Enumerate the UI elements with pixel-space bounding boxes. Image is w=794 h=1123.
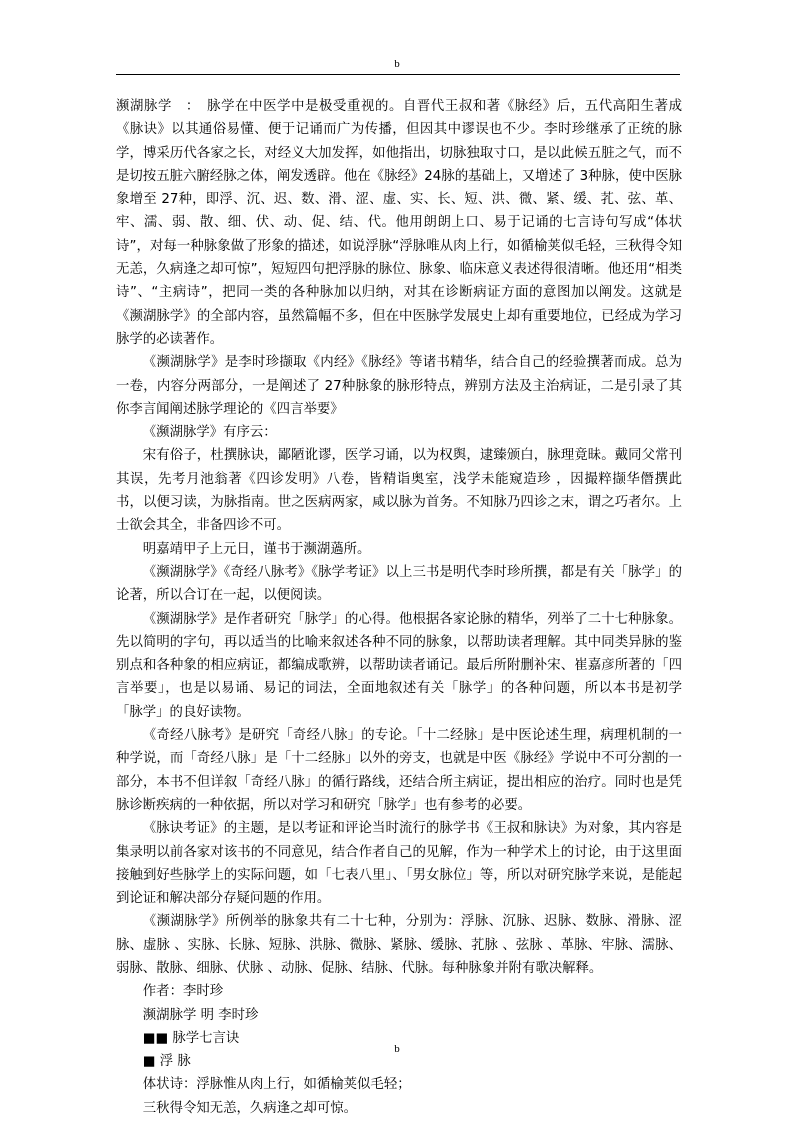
paragraph-three-books: 《濒湖脉学》《奇经八脉考》《脉学考证》以上三书是明代李时珍所撰，都是有关「脉学」的论著，所以合订在一起，以便阅读。: [116, 564, 682, 604]
paragraph-overview: 《濒湖脉学》是李时珍撷取《内经》《脉经》等诸书精华，结合自己的经验撰著而成。总为一卷，内容分两部分，一是阐述了 27种脉象的脉形特点，辨别方法及主治病证，二是引录了其你李言闻阐述脉学理论的《四言举要》: [116, 355, 682, 417]
paragraph-preface-text: 宋有俗子，杜撰脉诀，鄙陋讹谬，医学习诵，以为权舆，逮臻颁白，脉理竟昧。戴同父常刊其误，先考月池翁著《四诊发明》八卷，皆精诣奥室，浅学未能窥造珍 ，因撮粹撷华僭撰此书，以便习读，为脉指南。世之医病两家，咸以脉为首务。不知脉乃四诊之末，谓之巧者尔。上士欲会其全，非备四诊不可。: [116, 448, 682, 534]
page-footer: b: [394, 1043, 400, 1055]
header-rule: [116, 74, 680, 75]
document-body: [116, 95, 682, 1120]
author-line: 作者：李时珍: [142, 984, 224, 1000]
paragraph-binhu-maixue: 《濒湖脉学》是作者研究「脉学」的心得。他根据各家论脉的精华，列举了二十七种脉象。先以简明的字句，再以适当的比喻来叙述各种不同的脉象，以帮助读者理解。其中同类异脉的鉴别点和各种象的相应病证，都编成歌辨，以帮助读者诵记。最后所附删补宋、崔嘉彦所著的「四言举要」，也是以易诵、易记的词法，全面地叙述有关「脉学」的各种问题，所以本书是初学「脉学」的良好读物。: [116, 611, 682, 720]
paragraph-qijing-bamai: 《奇经八脉考》是研究「奇经八脉」的专论。「十二经脉」是中医论述生理，病理机制的一种学说，而「奇经八脉」是「十二经脉」以外的旁支，也就是中医《脉经》学说中不可分割的一部分，本书不但详叙「奇经八脉」的循行路线，还结合所主病证，提出相应的治疗。同时也是凭脉诊断疾病的一种依据，所以对学习和研究「脉学」也有参考的必要。: [116, 728, 682, 813]
poem-line-1: 体状诗：浮脉惟从肉上行，如循榆荚似毛轻；: [142, 1077, 411, 1093]
poem-line-2: 三秋得令知无恙，久病逢之却可惊。: [142, 1100, 358, 1116]
paragraph-intro: 濒湖脉学 ： 脉学在中医学中是极受重视的。自晋代王叔和著《脉经》后，五代高阳生著成《脉诀》以其通俗易懂、便于记诵而广为传播，但因其中谬误也不少。李时珍继承了正统的脉学，博采历代各家之长，对经义大加发挥，如他指出，切脉独取寸口，是以此候五脏之气，而不是切按五脏六腑经脉之体，阐发透辟。他在《脉经》24脉的基础上，又增述了 3种脉，使中医脉象增至 27种，即浮、沉、迟、数、滑、涩、虚、实、长、短、洪、微、紧、缓、芤、弦、革、牢、濡、弱、散、细、伏、动、促、结、代。他用朗朗上口、易于记诵的七言诗句写成“体状诗”，对每一种脉象做了形象的描述，如说浮脉“浮脉唯从肉上行，如循榆荚似毛轻，三秋得令知无恙，久病逢之却可惊”，短短四句把浮脉的脉位、脉象、临床意义表述得很清晰。他还用“相类诗”、“主病诗”，把同一类的各种脉加以归纳，对其在诊断病证方面的意图加以阐发。这就是《濒湖脉学》的全部内容，虽然篇幅不多，但在中医脉学发展史上却有重要地位，已经成为学习脉学的必读著作。: [116, 99, 682, 347]
page-header: b: [394, 58, 400, 70]
paragraph-maijue-kaozheng: 《脉诀考证》的主题，是以考证和评论当时流行的脉学书《王叔和脉诀》为对象，其内容是集录明以前各家对该书的不同意见，结合作者自己的见解，作为一种学术上的讨论，由于这里面接触到好些脉学上的实际问题，如「七表八里」、「男女脉位」等，所以对研究脉学来说，是能起到论证和解决部分存疑问题的作用。: [116, 821, 682, 907]
paragraph-preface-title: 《濒湖脉学》有序云：: [142, 425, 277, 441]
subsection-heading: ■ 浮 脉: [142, 1054, 191, 1070]
section-heading: ■■ 脉学七言诀: [142, 1030, 240, 1046]
paragraph-pulse-list: 《濒湖脉学》所例举的脉象共有二十七种，分别为：浮脉、沉脉、迟脉、数脉、滑脉、涩脉、虚脉 、实脉、长脉、短脉、洪脉、微脉、紧脉、缓脉、芤脉 、弦脉 、革脉、牢脉、濡脉、弱脉、散脉、细脉、伏脉 、动脉、促脉、结脉、代脉。每种脉象并附有歌决解释。: [116, 914, 682, 976]
paragraph-preface-date: 明嘉靖甲子上元日，谨书于濒湖薖所。: [142, 541, 371, 557]
book-title-line: 濒湖脉学 明 李时珍: [142, 1007, 259, 1023]
